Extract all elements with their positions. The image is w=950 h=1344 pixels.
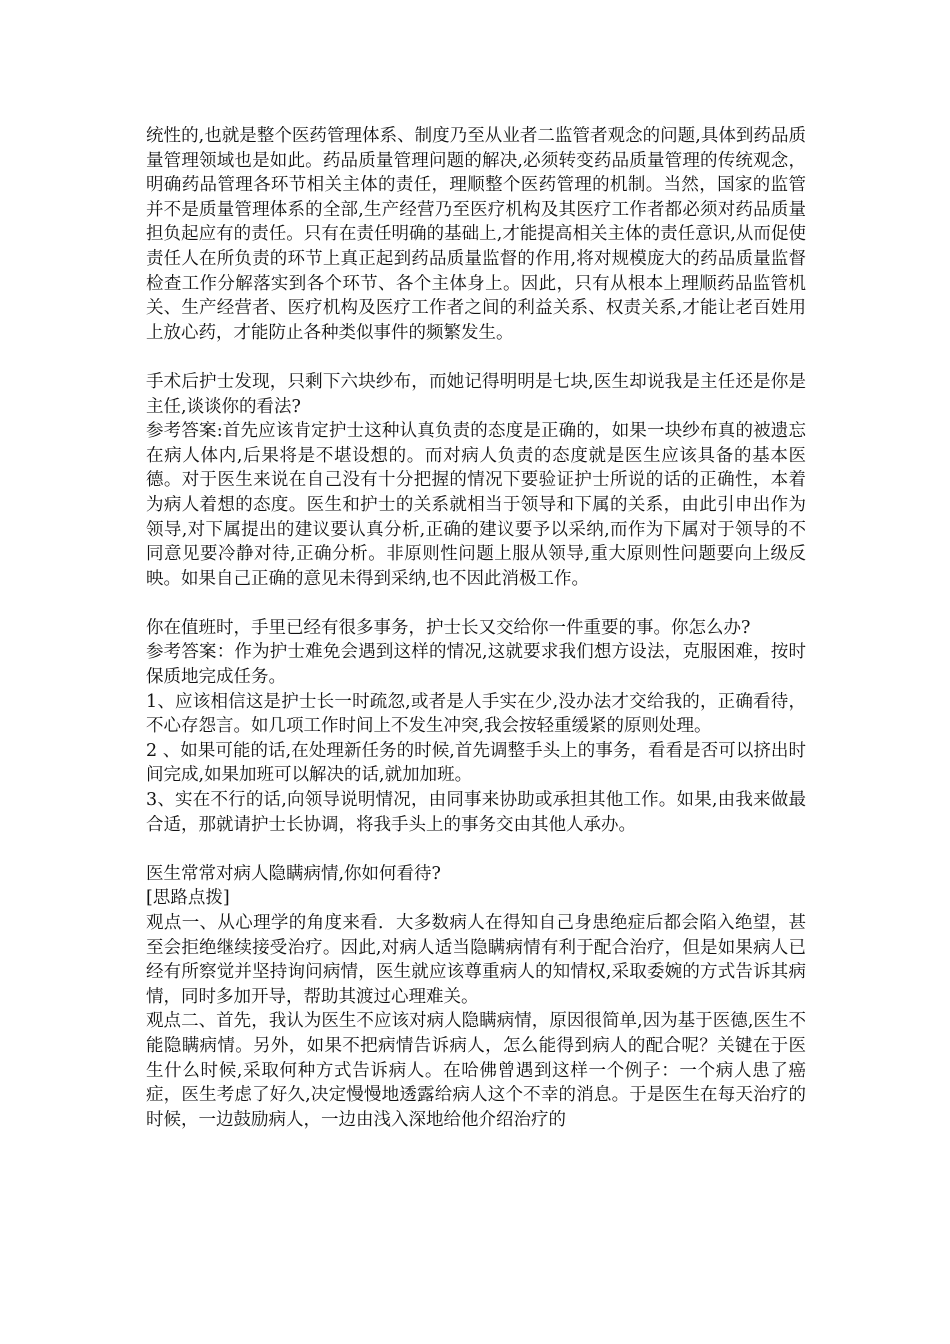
question-gauze: 手术后护士发现，只剩下六块纱布，而她记得明明是七块,医生却说我是主任还是你是主任,谈谈你的看法? — [146, 371, 806, 417]
hint-heading: [思路点拨] — [146, 888, 230, 909]
paragraph-gap — [146, 345, 806, 370]
answer-item-1: 1、应该相信这是护士长一时疏忽,或者是人手实在少,没办法才交给我的，正确看待，不心存怨言。如几项工作时间上不发生冲突,我会按轻重缓紧的原则处理。 — [146, 691, 806, 737]
answer-item-3: 3、实在不行的话,向领导说明情况，由同事来协助或承担其他工作。如果,由我来做最合适，那就请护士长协调，将我手头上的事务交由其他人承办。 — [146, 790, 806, 835]
answer-gauze: 参考答案:首先应该肯定护士这种认真负责的态度是正确的，如果一块纱布真的被遗忘在病人体内,后果将是不堪设想的。而对病人负责的态度就是医生应该具备的基本医德。对于医生来说在自己没有十分把握的情况下要验证护士所说的话的正确性，本着为病人着想的态度。医生和护士的关系就相当于领导和下属的关系，由此引申出作为领导,对下属提出的建议要认真分析,正确的建议要予以采纳,而作为下属对于领导的不同意见要冷静对待,正确分析。非原则性问题上服从领导,重大原则性问题要向上级反映。如果自己正确的意见未得到采纳,也不因此消极工作。 — [146, 421, 806, 589]
paragraph-gap — [146, 591, 806, 616]
question-conceal-illness: 医生常常对病人隐瞒病情,你如何看待? — [146, 863, 441, 884]
document-page — [146, 124, 806, 1132]
answer-item-2: 2 、如果可能的话,在处理新任务的时候,首先调整手头上的事务，看看是否可以挤出时间完成,如果加班可以解决的话,就加加班。 — [146, 740, 806, 786]
paragraph-drug-quality-management: 统性的,也就是整个医药管理体系、制度乃至从业者二监管者观念的问题,具体到药品质量管理领域也是如此。药品质量管理问题的解决,必须转变药品质量管理的传统观念，明确药品管理各环节相关主体的责任，理顺整个医药管理的机制。当然，国家的监管并不是质量管理体系的全部,生产经营乃至医疗机构及其医疗工作者都必须对药品质量担负起应有的责任。只有在责任明确的基础上,才能提高相关主体的责任意识,从而促使责任人在所负责的环节上真正起到药品质量监督的作用,将对规模庞大的药品质量监督检查工作分解落实到各个环节、各个主体身上。因此，只有从根本上理顺药品监管机关、生产经营者、医疗机构及医疗工作者之间的利益关系、权责关系,才能让老百姓用上放心药，才能防止各种类似事件的频繁发生。 — [146, 126, 806, 343]
question-on-duty: 你在值班时，手里已经有很多事务，护士长又交给你一件重要的事。你怎么办? — [146, 617, 751, 638]
paragraph-gap — [146, 837, 806, 862]
answer-on-duty: 参考答案：作为护士难免会遇到这样的情况,这就要求我们想方设法，克服困难，按时保质地完成任务。 — [146, 642, 806, 688]
viewpoint-2: 观点二、首先，我认为医生不应该对病人隐瞒病情，原因很简单,因为基于医德,医生不能隐瞒病情。另外，如果不把病情告诉病人，怎么能得到病人的配合呢？关键在于医生什么时候,采取何种方式告诉病人。在哈佛曾遇到这样一个例子：一个病人患了癌症，医生考虑了好久,决定慢慢地透露给病人这个不幸的消息。于是医生在每天治疗的时候，一边鼓励病人，一边由浅入深地给他介绍治疗的 — [146, 1011, 806, 1130]
viewpoint-1: 观点一、从心理学的角度来看．大多数病人在得知自己身患绝症后都会陷入绝望，甚至会拒绝继续接受治疗。因此,对病人适当隐瞒病情有利于配合治疗，但是如果病人已经有所察觉并坚持询问病情，医生就应该尊重病人的知情权,采取委婉的方式告诉其病情，同时多加开导，帮助其渡过心理难关。 — [146, 913, 806, 1007]
